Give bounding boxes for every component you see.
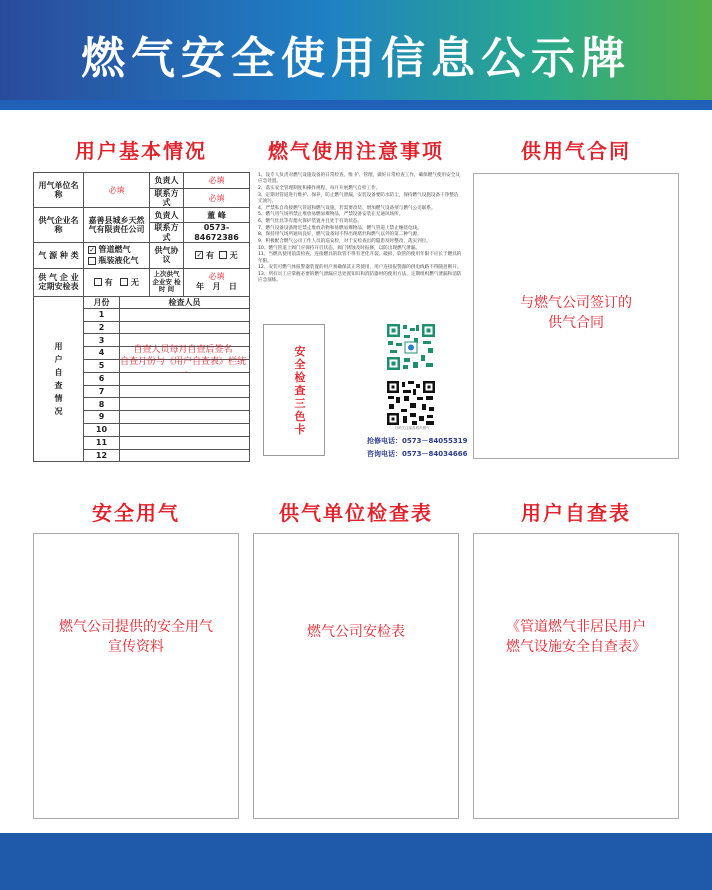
person-value: 必填 xyxy=(184,173,250,189)
protocol-label: 供气协议 xyxy=(150,242,184,268)
month-cell: 5 xyxy=(84,359,120,372)
repair-phone: 抢修电话：0573－84055319 xyxy=(367,437,468,445)
person-label: 负责人 xyxy=(150,173,184,189)
section-title-supplier-check: 供气单位检查表 xyxy=(279,501,433,525)
note-item: 11、当燃具使用前需检查，连接燃具的软管不得有老化开裂、破损，软管的使用年限不应长于燃具的年限。 xyxy=(258,252,462,264)
inspector-cell xyxy=(120,449,250,462)
checkbox-pipeline: ✓ xyxy=(89,245,95,254)
last-check-value: 必填 xyxy=(208,272,225,282)
self-check-label: 用 户 自 查 情 况 xyxy=(34,296,84,462)
contract-line1: 与燃气公司签订的 xyxy=(520,295,632,311)
section-title-self-check: 用户自查表 xyxy=(521,501,631,525)
month-cell: 11 xyxy=(84,436,120,449)
month-cell: 8 xyxy=(84,398,120,411)
note-item: 4、严禁私自改接燃气管道和燃气设施，若需要改装、增加燃气设备须与燃气公司联系。 xyxy=(258,205,436,211)
protocol-options xyxy=(184,242,250,268)
source-label: 气 源 种 类 xyxy=(34,242,84,268)
three-color-card-text: 安全检查三色卡 xyxy=(294,345,306,436)
safe-gas-line1: 燃气公司提供的安全用气 xyxy=(59,619,213,635)
qr-code-icon xyxy=(386,380,436,426)
user-info-table xyxy=(33,172,250,462)
month-header: 月份 xyxy=(84,296,120,308)
unit-name-label: 用气单位名称 xyxy=(34,173,84,208)
inspector-cell xyxy=(120,398,250,411)
source-opt-pipeline: 管道燃气 xyxy=(98,245,131,255)
protocol-yes: 有 xyxy=(205,250,214,260)
source-options xyxy=(84,242,150,268)
month-cell: 3 xyxy=(84,334,120,347)
wechat-qr-icon xyxy=(386,323,436,371)
checkbox-check-no xyxy=(120,278,128,286)
inspector-header: 检查人员 xyxy=(120,296,250,308)
supplier-person-label: 负责人 xyxy=(150,208,184,223)
self-check-note-line2: 自查月份与《用户自查表》栏统一 xyxy=(119,357,246,379)
self-check-note-line1: 自查人员每月自查后签名 xyxy=(133,345,233,355)
safe-gas-line2: 宣传资料 xyxy=(108,639,164,655)
page-title: 燃气安全使用信息公示牌 xyxy=(81,33,631,84)
self-check-line2: 燃气设施安全自查表》 xyxy=(506,639,646,655)
contract-line2: 供气合同 xyxy=(548,315,604,331)
safe-gas-panel xyxy=(33,533,239,819)
section-title-user-info: 用户基本情况 xyxy=(75,139,207,163)
checkbox-check-yes xyxy=(94,278,102,286)
month-cell: 9 xyxy=(84,411,120,424)
contract-panel-text xyxy=(473,293,679,333)
footer-band xyxy=(0,833,712,890)
supplier-check-panel xyxy=(253,533,459,819)
self-check-line1: 《管道燃气非居民用户 xyxy=(506,619,646,635)
header-stripe xyxy=(0,100,712,110)
note-item: 1、设专人负责对燃气设施设备的日常检查、维 护、管理，做好日常检查工作，确保燃气使用安全及应急处置。 xyxy=(258,173,460,185)
note-item: 13、所有员工应掌握必要的燃气泄漏应急处置知识和消防器材的使用方法，定期组织燃气泄漏和消防应急演练。 xyxy=(258,272,462,284)
note-item: 3、定期对管道进行维护、保养，防止燃气泄漏，安装设备要防水防尘，保持燃气设施设备干净整洁无油污。 xyxy=(258,192,459,204)
inspector-cell xyxy=(120,411,250,424)
last-check-unit: 年 月 日 xyxy=(196,282,237,292)
month-cell: 10 xyxy=(84,423,120,436)
note-item: 2、落实安全管理制度和操作规程，每月开展燃气自检工作。 xyxy=(258,185,381,191)
supplier-check-panel-text: 燃气公司安检表 xyxy=(307,624,405,640)
self-check-panel xyxy=(473,533,679,819)
checkbox-bottled xyxy=(88,257,96,265)
consult-phone: 咨询电话：0573－84034666 xyxy=(367,450,468,458)
section-title-safe-gas: 安全用气 xyxy=(92,501,180,525)
check-options xyxy=(84,268,150,296)
protocol-no: 无 xyxy=(229,250,238,260)
notes-list xyxy=(258,173,462,285)
supplier-contact-label: 联系方式 xyxy=(150,223,184,242)
note-item: 6、燃气灶具等有熄火保护装置并且处于有效状态。 xyxy=(258,218,362,224)
self-check-panel-text xyxy=(473,617,679,657)
inspector-cell xyxy=(120,423,250,436)
contact-value: 必填 xyxy=(184,189,250,208)
note-item: 5、燃气用气场所禁止堆放易燃易爆物品，严禁设备安装在无通风场所。 xyxy=(258,212,404,218)
month-cell: 7 xyxy=(84,385,120,398)
checkbox-protocol-no xyxy=(219,251,227,259)
note-item: 10、燃气管道上阀门应保持开启状态，阀门锈蚀及时报修，以防出现燃气泄漏。 xyxy=(258,245,421,251)
month-cell: 2 xyxy=(84,321,120,334)
last-check-cell xyxy=(184,268,250,296)
checkbox-protocol-yes: ✓ xyxy=(196,251,203,260)
check-no: 无 xyxy=(130,277,139,287)
note-item: 12、安装可燃气体报警器装置的用户须确保其正常使用，用户连接报警器的供电线路不得随意断开。 xyxy=(258,265,462,271)
source-opt-bottled: 瓶装液化气 xyxy=(98,256,139,266)
last-check-label: 上次供气企业安 检 时 间 xyxy=(150,268,184,296)
supplier-contact-value: 0573-84672386 xyxy=(184,223,250,242)
unit-name-value: 必填 xyxy=(84,173,150,208)
month-cell: 6 xyxy=(84,372,120,385)
contact-label: 联系方式 xyxy=(150,189,184,208)
inspector-cell xyxy=(120,321,250,334)
supplier-person-value: 董 峰 xyxy=(184,208,250,223)
qr-caption: 扫码关注嘉善城乡燃气 xyxy=(394,426,430,430)
check-label: 供 气 企 业 定期安检表 xyxy=(34,268,84,296)
inspector-cell xyxy=(120,308,250,321)
month-cell: 12 xyxy=(84,449,120,462)
supplier-label: 供气企业名称 xyxy=(34,208,84,242)
note-item: 7、燃气设备设备附近禁止堆放杂物和易燃易爆物品，燃气管道上禁止缠绕电线。 xyxy=(258,225,422,231)
month-cell: 4 xyxy=(84,347,120,360)
check-yes: 有 xyxy=(104,277,113,287)
note-item: 9、积极配合燃气公司工作人员的巡安检，对于安检查出的隐患及时整改，落实到位。 xyxy=(258,239,431,245)
safe-gas-panel-text xyxy=(33,617,239,657)
section-title-notes: 燃气使用注意事项 xyxy=(268,139,444,163)
month-cell: 1 xyxy=(84,308,120,321)
self-check-note xyxy=(118,344,248,380)
supplier-value: 嘉善县城乡天然气有限责任公司 xyxy=(84,208,150,242)
note-item: 8、保持用气场所通风良好，燃气设备间不得出现堵灶和燃气以外的第二种气源。 xyxy=(258,232,422,238)
inspector-cell xyxy=(120,436,250,449)
inspector-cell xyxy=(120,385,250,398)
section-title-contract: 供用气合同 xyxy=(521,139,631,163)
